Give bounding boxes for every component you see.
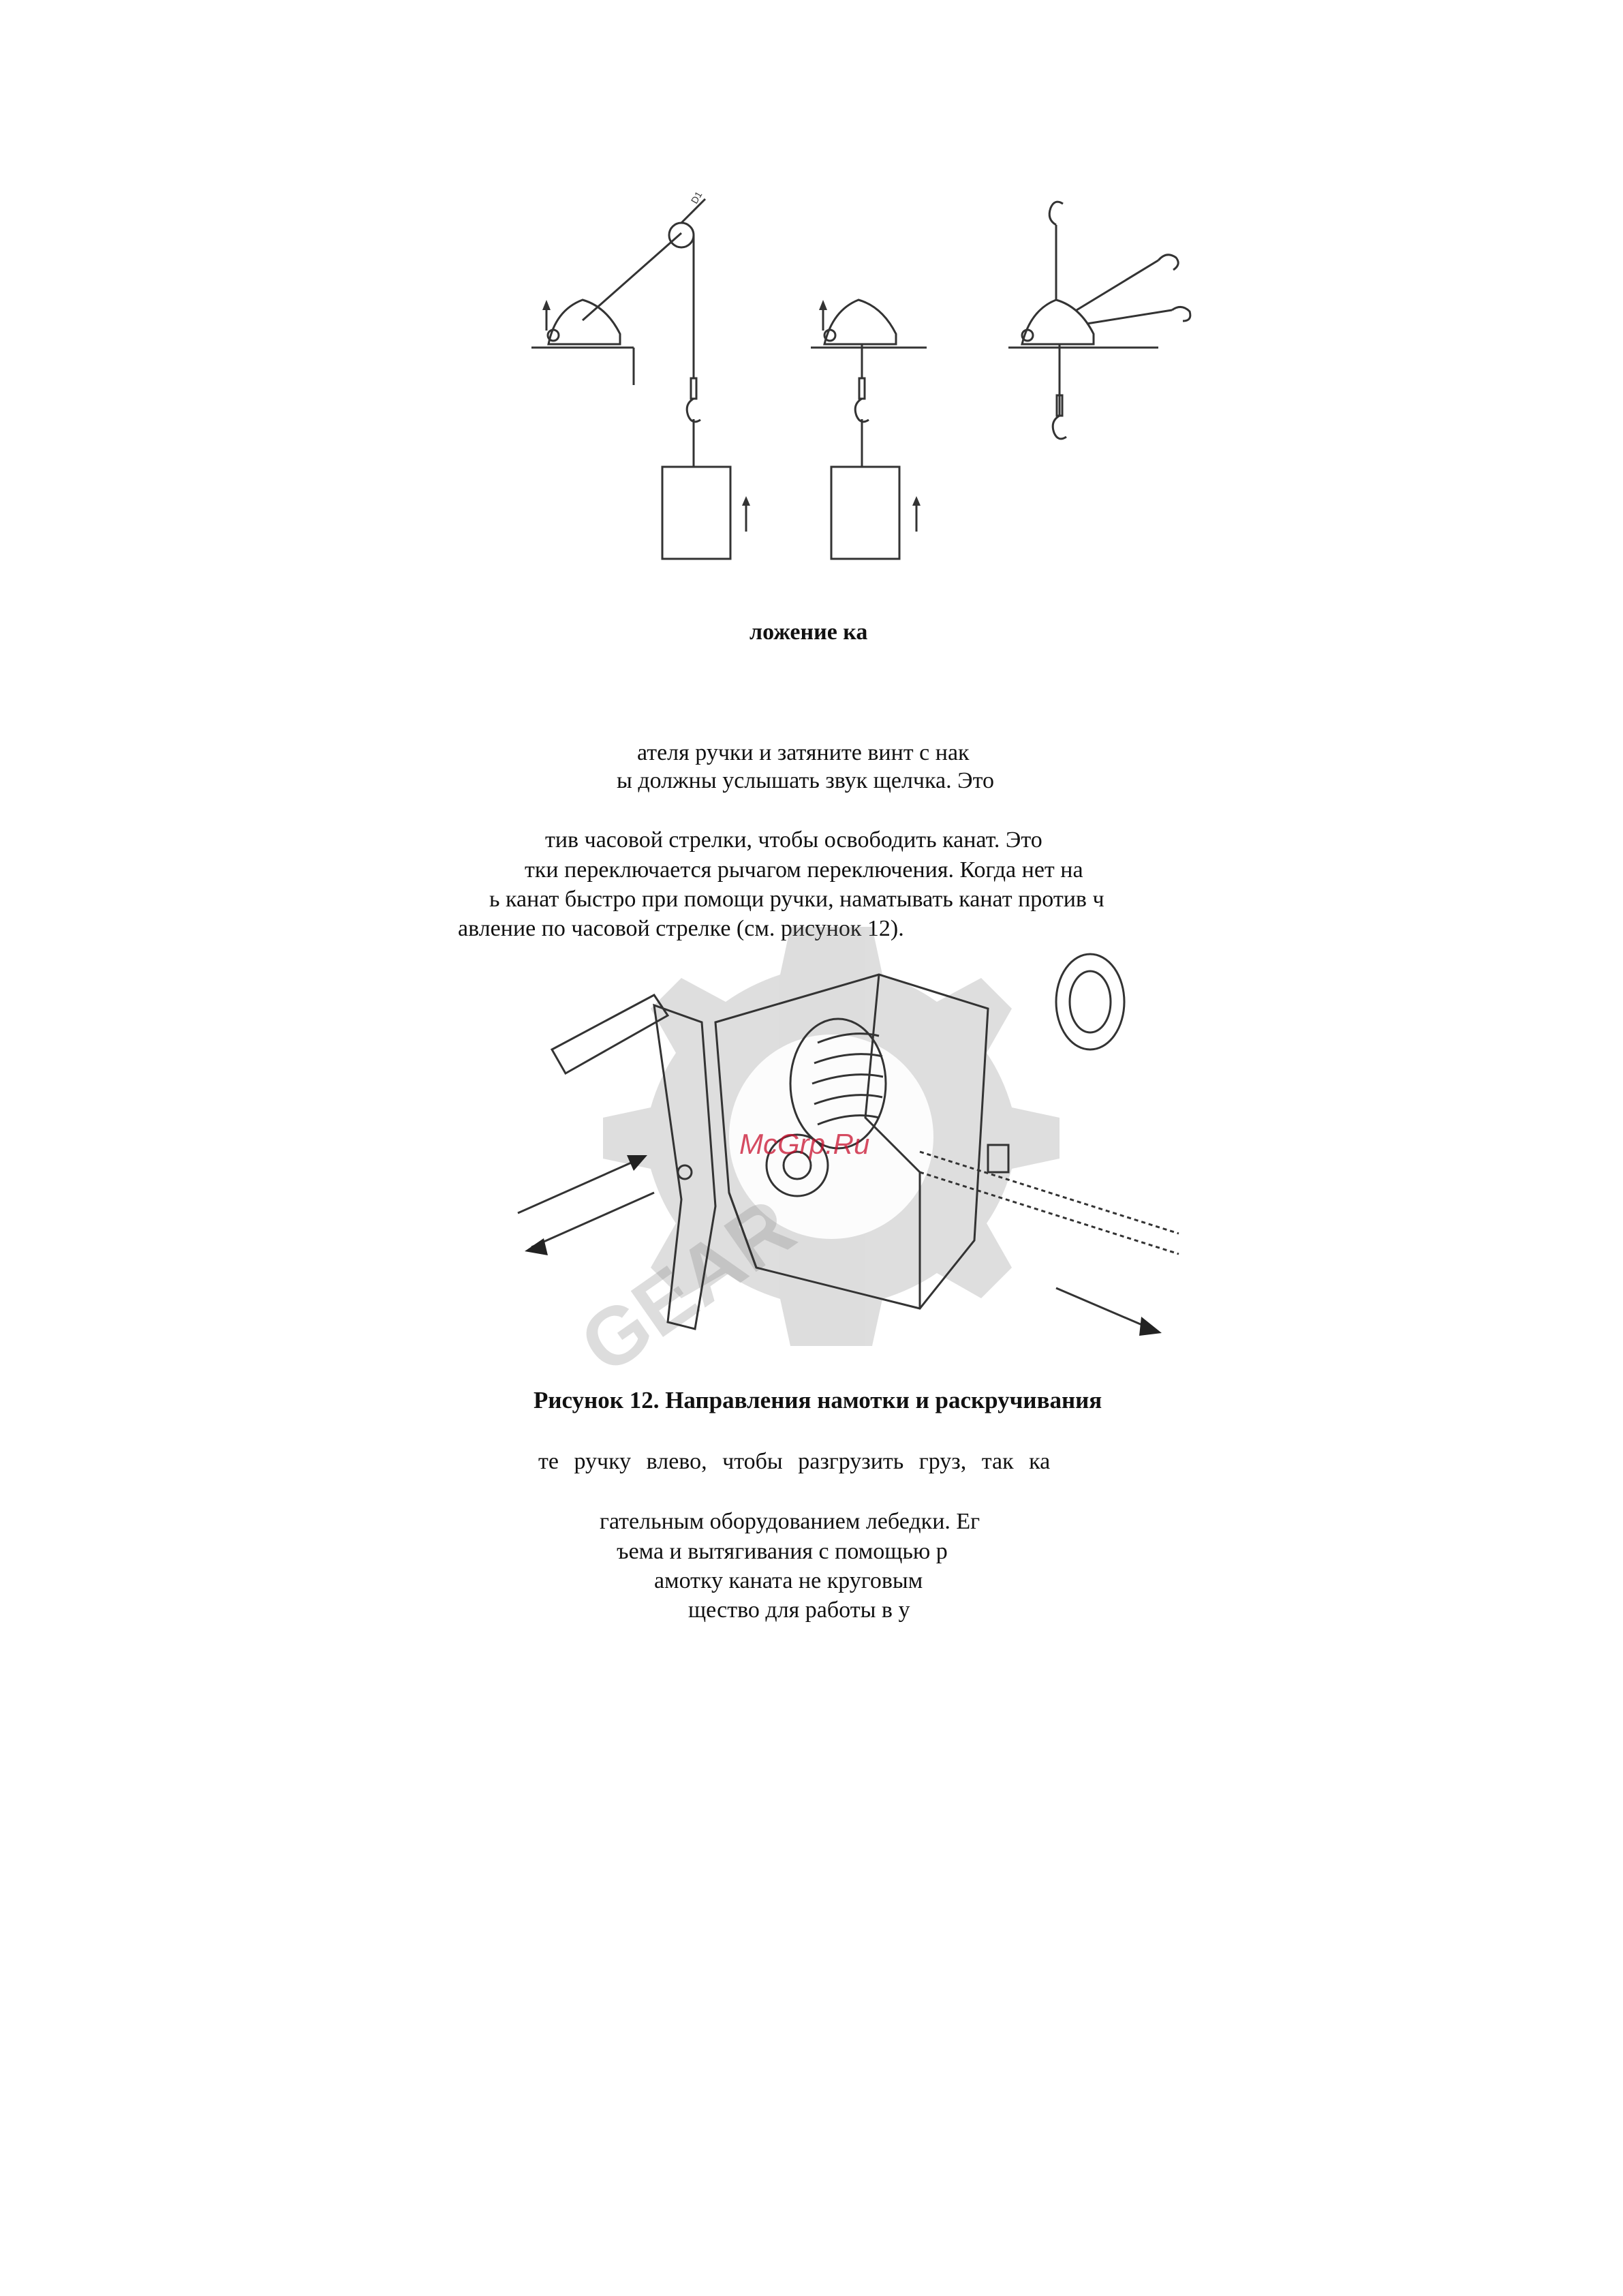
- paragraph-4-line-2: ъема и вытягивания с помощью р: [617, 1539, 948, 1564]
- diagram-direct-lift: [811, 300, 927, 559]
- gear-watermark-text: GEAR: [564, 1180, 810, 1392]
- paragraph-4-line-4: щество для работы в у: [688, 1597, 910, 1623]
- paragraph-2-line-1: тив часовой стрелки, чтобы освободить канат. Это: [545, 827, 1042, 853]
- paragraph-4-line-1: гательным оборудованием лебедки. Ег: [600, 1509, 980, 1534]
- watermark-text: McGrp.Ru: [739, 1128, 870, 1160]
- diagram-multi-direction: [1008, 202, 1190, 439]
- paragraph-2-line-3: ь канат быстро при помощи ручки, наматывать канат против ч: [489, 887, 1104, 912]
- pulley-label: D1: [688, 189, 705, 206]
- paragraph-3: те ручку влево, чтобы разгрузить груз, так ка: [538, 1449, 1051, 1474]
- figure-12-caption: Рисунок 12. Направления намотки и раскручивания: [534, 1387, 1102, 1413]
- paragraph-2-line-2: тки переключается рычагом переключения. Когда нет на: [525, 857, 1083, 883]
- winch-installation-diagram: [518, 184, 1240, 572]
- paragraph-1-line-1: ателя ручки и затяните винт с нак: [637, 740, 970, 765]
- paragraph-2-line-4: авление по часовой стрелке (см. рисунок 12).: [458, 916, 904, 941]
- section-caption: ложение ка: [749, 619, 868, 645]
- diagram-pulley-setup: [531, 189, 750, 559]
- direction-arrows: [518, 1155, 1162, 1336]
- paragraph-4-line-3: амотку каната не круговым: [654, 1568, 923, 1593]
- paragraph-1-line-2: ы должны услышать звук щелчка. Это: [617, 768, 994, 793]
